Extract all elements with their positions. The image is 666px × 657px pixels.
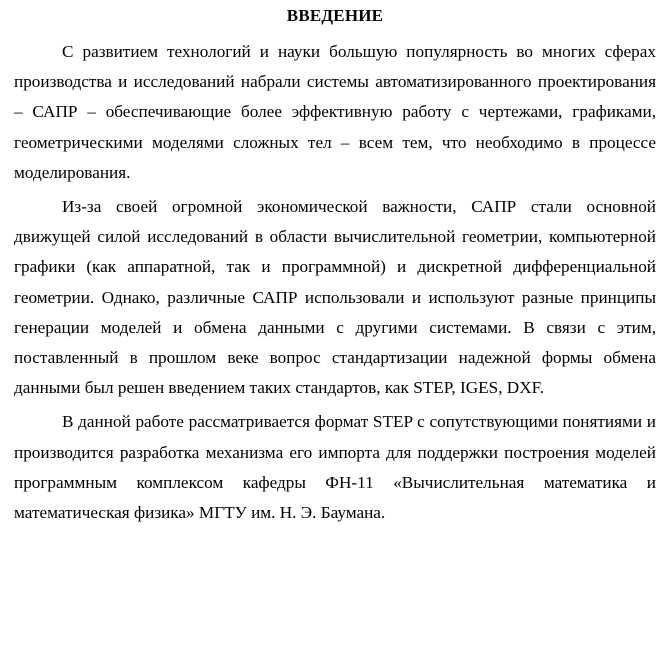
paragraph-1: С развитием технологий и науки большую популярность во многих сферах производства и исследований набрали системы автоматизированного проектирования – САПР – обеспечивающие более эффективную работу с чертежами, графиками, геометрическими моделями сложных тел – всем тем, что необходимо в процессе моделирования. [14,42,656,182]
document-page [14,4,656,532]
paragraph-2: Из-за своей огромной экономической важности, САПР стали основной движущей силой исследований в области вычислительной геометрии, компьютерной графики (как аппаратной, так и программной) и дискретной дифференциальной геометрии. Однако, различные САПР использовали и используют разные принципы генерации моделей и обмена данными с другими системами. В связи с этим, поставленный в прошлом веке вопрос стандартизации надежной формы обмена данными был решен введением таких стандартов, как STEP, IGES, DXF. [14,197,656,398]
paragraph-3: В данной работе рассматривается формат STEP с сопутствующими понятиями и производится разработка механизма его импорта для поддержки построения моделей программным комплексом кафедры ФН-11 «Вычислительная математика и математическая физика» МГТУ им. Н. Э. Баумана. [14,412,656,523]
section-title: ВВЕДЕНИЕ [286,6,384,25]
